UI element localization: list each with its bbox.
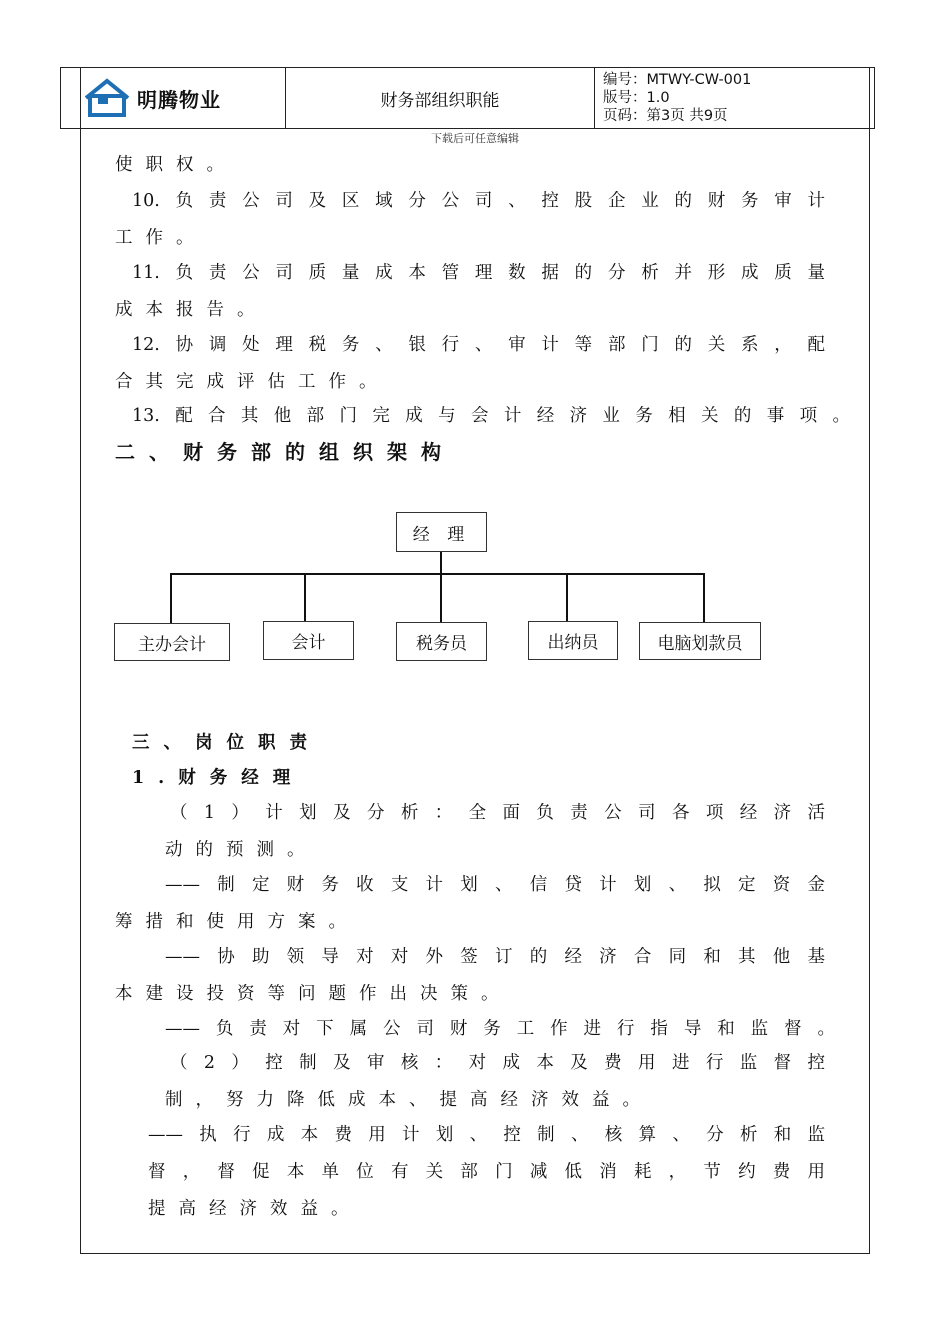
company-name: 明腾物业	[137, 87, 221, 112]
section-heading: 三、岗位职责	[132, 733, 321, 753]
org-box-chief-accountant: 主办会计	[114, 623, 230, 661]
paragraph-line: 合其完成评估工作。	[115, 372, 390, 392]
paragraph-line: 工作。	[115, 228, 207, 248]
house-logo-icon	[83, 78, 131, 118]
paragraph-line: ——制定财务收支计划、信贷计划、拟定资金	[165, 875, 825, 895]
org-connector	[566, 573, 568, 621]
org-box-payment-clerk: 电脑划款员	[639, 622, 761, 660]
document-meta	[595, 68, 869, 128]
paragraph-line: ——协助领导对对外签订的经济合同和其他基	[165, 947, 825, 967]
paragraph-line: 使职权。	[115, 155, 237, 175]
paragraph-line: 本建设投资等问题作出决策。	[115, 984, 512, 1004]
paragraph-line: 10.负责公司及区域分公司、控股企业的财务审计	[132, 191, 825, 211]
section-heading: 二、财务部的组织架构	[115, 440, 455, 464]
subsection-heading: 1.财务经理	[132, 768, 305, 788]
paragraph-line: 11.负责公司质量成本管理数据的分析并形成质量	[132, 263, 825, 283]
paragraph-line: 筹措和使用方案。	[115, 912, 359, 932]
org-box-manager: 经 理	[396, 512, 487, 552]
org-box-cashier: 出纳员	[528, 621, 618, 660]
org-box-tax-clerk: 税务员	[396, 622, 487, 661]
org-connector	[440, 573, 442, 622]
document-title: 财务部组织职能	[286, 68, 595, 128]
org-connector	[304, 573, 306, 621]
org-connector	[170, 573, 705, 575]
paragraph-line: 提高经济效益。	[148, 1199, 362, 1219]
document-version: 版号：1.0	[603, 90, 670, 106]
paragraph-line: ——执行成本费用计划、控制、核算、分析和监	[148, 1125, 825, 1145]
page-number: 页码：第3页 共9页	[603, 108, 728, 124]
paragraph-line: 成本报告。	[115, 300, 268, 320]
paragraph-line: 动的预测。	[165, 840, 318, 860]
paragraph-line: 督，督促本单位有关部门减低消耗，节约费用	[148, 1162, 825, 1182]
org-box-accountant: 会计	[263, 621, 354, 660]
download-note: 下载后可任意编辑	[431, 132, 519, 145]
paragraph-line: 13.配合其他部门完成与会计经济业务相关的事项。	[132, 406, 850, 426]
paragraph-line: 12.协调处理税务、银行、审计等部门的关系，配	[132, 335, 825, 355]
paragraph-line: （2）控制及审核：对成本及费用进行监督控	[170, 1053, 825, 1073]
company-logo	[81, 68, 286, 128]
org-connector	[170, 573, 172, 623]
paragraph-line: 制，努力降低成本、提高经济效益。	[165, 1090, 653, 1110]
org-connector	[440, 552, 442, 574]
paragraph-line: ——负责对下属公司财务工作进行指导和监督。	[165, 1019, 835, 1039]
org-connector	[703, 573, 705, 622]
document-header	[80, 67, 870, 129]
paragraph-line: （1）计划及分析：全面负责公司各项经济活	[170, 803, 825, 823]
document-code: 编号：MTWY-CW-001	[603, 72, 752, 88]
